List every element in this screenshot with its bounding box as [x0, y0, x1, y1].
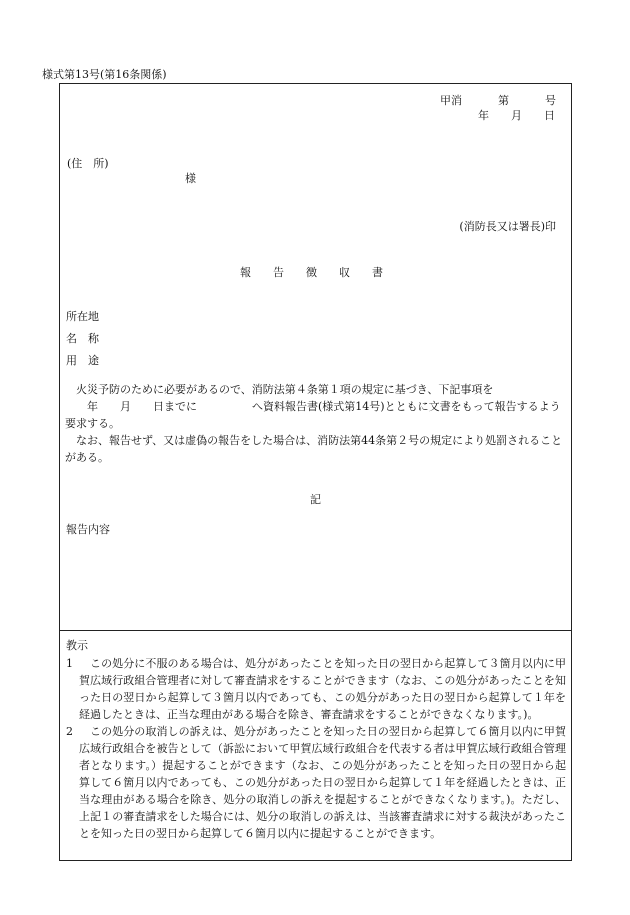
document-number-dai: 第 — [498, 94, 509, 107]
instruction-item — [66, 655, 566, 723]
instruction-number: 2 — [66, 725, 73, 738]
date-day: 日 — [544, 109, 555, 122]
request-body — [65, 381, 565, 466]
instructions-list — [66, 655, 566, 842]
issuer: (消防長又は署長)印 — [459, 220, 556, 233]
location-label: 所在地 — [66, 310, 99, 323]
instructions-heading: 教示 — [66, 639, 88, 652]
use-label: 用 途 — [66, 354, 99, 367]
address-label: (住 所) — [67, 157, 109, 170]
instruction-text: この処分の取消しの訴えは、処分があったことを知った日の翌日から起算して６箇月以内に甲賀広域行政組合を被告として（訴訟において甲賀広域行政組合を代表する者は甲賀広域行政組合管理者となります。）提起することができます（なお、この処分があったことを知った日の翌日から起算して６箇月以内であっても、この処分があった日の翌日から起算して１年を経過したときは、正当な理由がある場合を除き、処分の取消しの訴えを提起することができなくなります。)。ただし、上記１の審査請求をした場合には、処分の取消しの訴えは、当該審査請求に対する裁決があったことを知った日の翌日から起算して６箇月以内に提起することができます。 — [79, 725, 566, 840]
body-paragraph-1-line-2: 年 月 日までに へ資料報告書(様式第14号)とともに文書をもって報告するよう要求する。 — [65, 400, 561, 430]
date-year: 年 — [478, 109, 489, 122]
instruction-number: 1 — [66, 657, 73, 670]
ki-marker: 記 — [310, 493, 321, 506]
date-month: 月 — [511, 109, 522, 122]
body-paragraph-2: なお、報告せず、又は虚偽の報告をした場合は、消防法第44条第２号の規定により処罰されることがある。 — [65, 434, 563, 464]
document-number-go: 号 — [545, 94, 556, 107]
body-paragraph-1-line-1: 火災予防のために必要があるので、消防法第４条第１項の規定に基づき、下記事項を — [76, 383, 494, 396]
report-contents-label: 報告内容 — [66, 523, 110, 536]
document-title: 報 告 徴 収 書 — [240, 266, 383, 279]
instruction-item — [66, 723, 566, 842]
honorific: 様 — [185, 172, 196, 185]
section-divider — [60, 630, 571, 631]
document-number-prefix: 甲消 — [440, 94, 462, 107]
issue-date — [478, 107, 555, 124]
name-label: 名 称 — [66, 332, 99, 345]
form-number: 様式第13号(第16条関係) — [42, 68, 167, 81]
instruction-text: この処分に不服のある場合は、処分があったことを知った日の翌日から起算して３箇月以内に甲賀広域行政組合管理者に対して審査請求をすることができます（なお、この処分があったことを知った日の翌日から起算して３箇月以内であっても、この処分があった日の翌日から起算して１年を経過したときは、正当な理由がある場合を除き、審査請求をすることができなくなります。)。 — [79, 657, 566, 721]
